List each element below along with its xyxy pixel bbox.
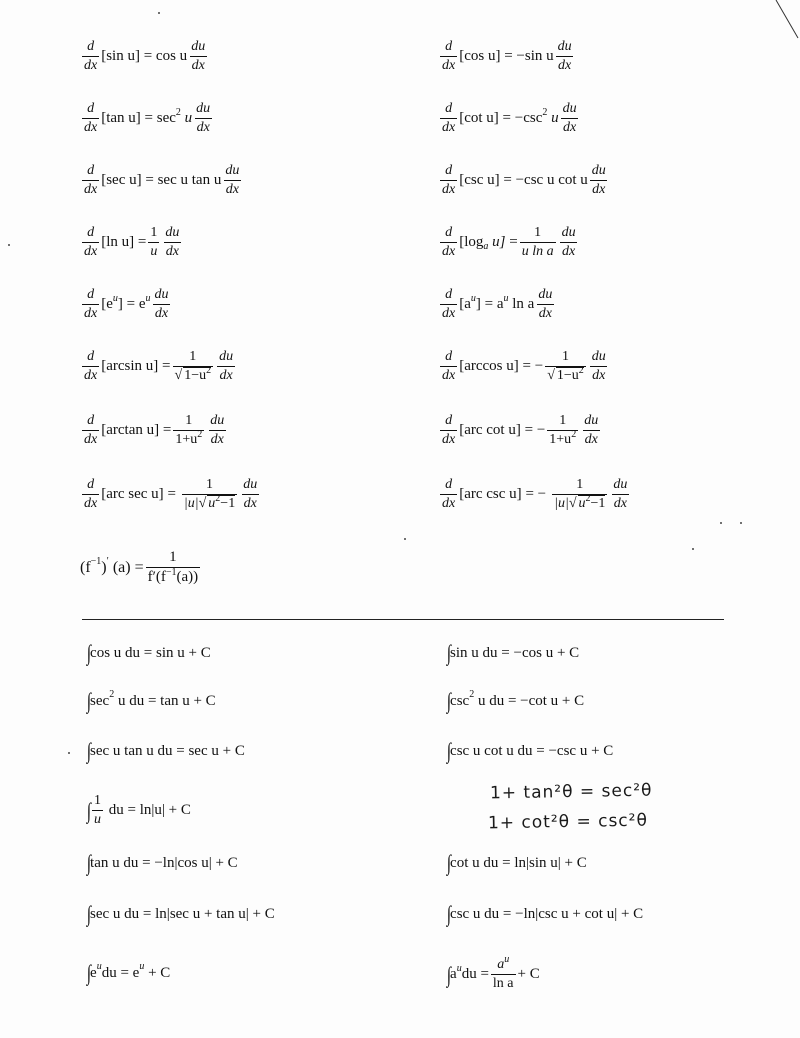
derivative-log: d dx [log a u] = $\frac{1}{\text{u ln a}}$ du dx [442,225,576,259]
scan-speck [158,12,160,14]
derivative-a-exp: d dx [a u ] = a u ln a du dx [442,287,553,321]
derivative-arccsc: d dx [arc csc u] = − $\frac{1}{|u|√ u^2-1}$ du dx [442,477,628,511]
derivative-sec: d dx [sec u] = sec u tan u du dx [84,163,240,197]
integral-cot: ∫ cot u du = ln|sin u| + C [446,850,587,875]
derivative-exp: d dx [e u ] = e u du dx [84,287,169,321]
derivative-sin: d dx [sin u] = cos u du dx [84,39,206,73]
derivative-cot: d dx [cot u] = −csc 2 u du dx [442,101,577,135]
handwritten-identity-tan: 1+ tan²θ = sec²θ [489,780,653,804]
integral-tan: ∫ tan u du = −ln|cos u| + C [86,850,238,875]
derivative-arccot: d dx [arc cot u] = − $\frac{1}{1+u^2}$ du dx [442,413,599,447]
derivative-csc: d dx [csc u] = −csc u cot u du dx [442,163,606,197]
integral-csc: ∫ csc u du = −ln|csc u + cot u| + C [446,901,644,926]
handwritten-identity-cot: 1+ cot²θ = csc²θ [487,810,649,834]
scan-speck [8,244,10,246]
derivative-arcsin: d dx [arcsin u] = $\frac{1}{√ 1-u^2}$ du dx [84,349,234,383]
integral-e-exp: ∫ e u du = e u + C [86,960,171,985]
integral-sin: ∫ sin u du = −cos u + C [446,640,580,665]
scan-speck [68,752,70,754]
integral-csc-squared: ∫ csc 2 u du = −cot u + C [446,688,585,713]
scan-speck [692,548,694,550]
page-edge-mark [770,0,800,40]
derivative-arccos: d dx [arccos u] = − $\frac{1}{√ 1-u^2}$ du dx [442,349,606,383]
scan-speck [720,522,722,524]
integral-cos: ∫ cos u du = sin u + C [86,640,211,665]
integral-a-exp: ∫ a u du = $\frac{a^u}{\text{ln a}}$ + C [446,954,540,991]
derivative-arcsec: d dx [arc sec u] = $\frac{1}{|u|√ u^2-1}$ du dx [84,477,258,511]
integral-csc-cot: ∫ csc u cot u du = −csc u + C [446,738,614,763]
scan-speck [740,522,742,524]
integral-one-over-u: ∫ 1 u du = ln|u| + C [86,793,191,827]
derivative-arctan: d dx [arctan u] = $\frac{1}{1+u^2}$ du dx [84,413,225,447]
integral-sec-tan: ∫ sec u tan u du = sec u + C [86,738,245,763]
derivative-cos: d dx [cos u] = −sin u du dx [442,39,572,73]
section-divider [82,619,724,620]
integral-sec-squared: ∫ sec 2 u du = tan u + C [86,688,216,713]
derivative-ln: d dx [ln u] = $\frac{1}{u}$ du dx [84,225,180,259]
scan-speck [404,538,406,540]
derivative-tan: d dx [tan u] = sec 2 u du dx [84,101,211,135]
inverse-function-derivative: (f −1 ) ′ (a) = $\frac{1}{f'(f^{-1}(a))}$ [80,549,199,585]
integral-sec: ∫ sec u du = ln|sec u + tan u| + C [86,901,275,926]
